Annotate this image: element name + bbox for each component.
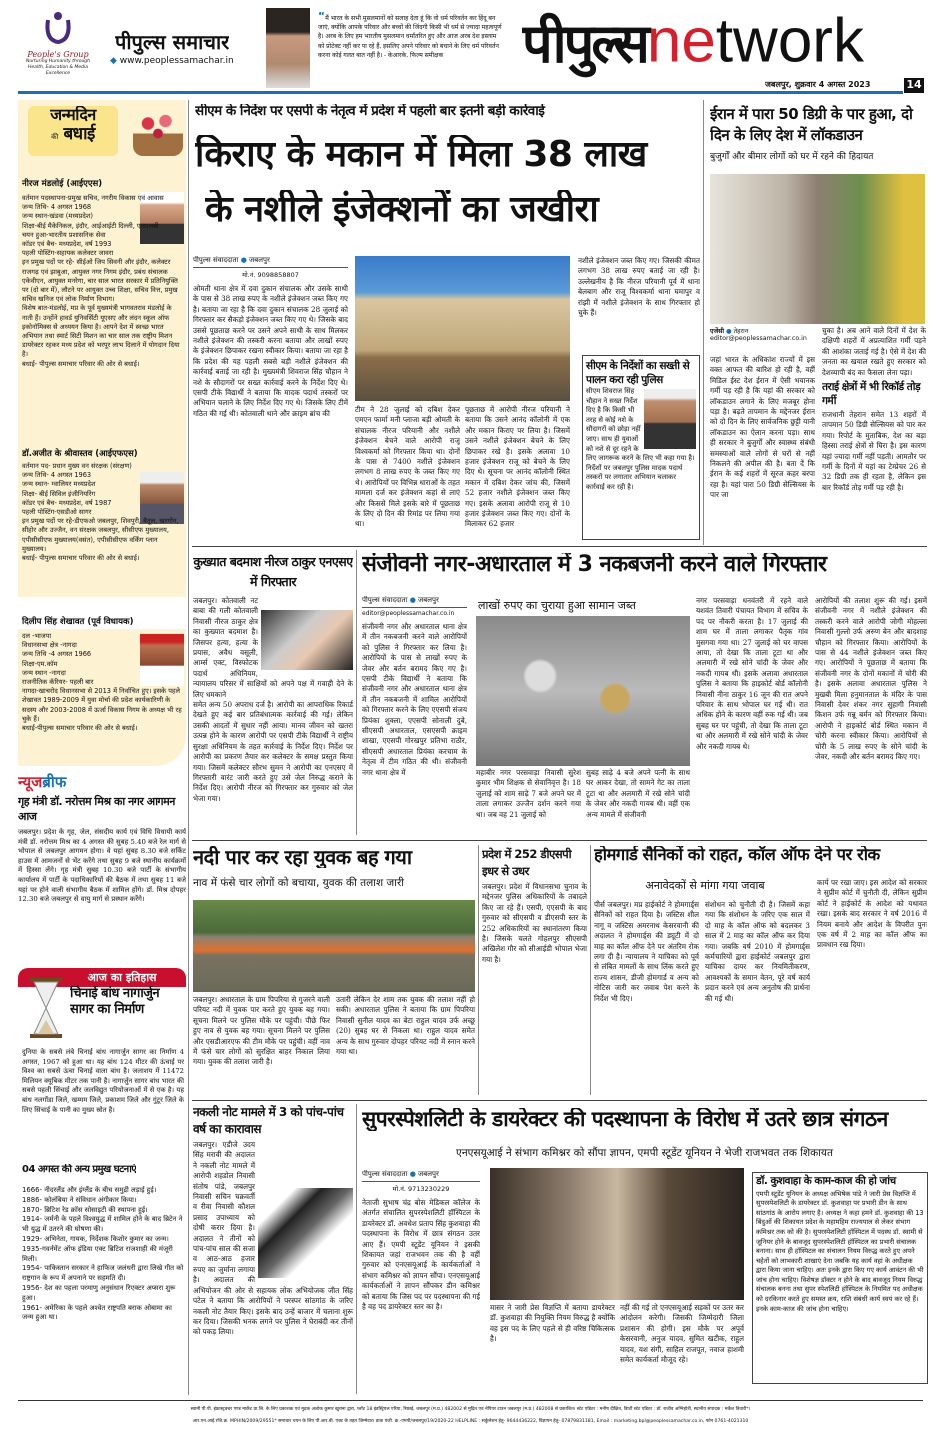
iran-subhead: बुजुर्गों और बीमार लोगों को घर में रहने की हिदायत — [710, 152, 874, 162]
sanjeevni-subhead: लाखों रुपए का चुराया हुआ सामान जब्त — [478, 599, 636, 612]
river-col-1: जबलपुर। अधारताल के ग्राम पिपरिया से गुजरने वाली परियट नदी में युवक पार करते हुए युवक बह गया। सूचना मिलने पर पुलिस मौके पर पहुंची। पीछे फिर हुए नाव से युवक बह गया। सूचना मिलने पर पुलिस और एसडीआरएफ की टीम मौके पर पहुंची। वहीं नाव में फंसे चार लोगों को सुरक्षित बाहर निकाल लिया गया। युवक की तलाश जारी है। — [193, 995, 330, 1067]
history-event: 1914- जर्मनी के पहले विश्वयुद्ध में शामिल होने के बाद ब्रिटेन ने भी युद्ध में उतरने की घोषणा की। — [22, 1215, 183, 1234]
neeraj-story: जबलपुर। कोतवाली नट बाबा की गली कोतवाली निवासी नीरज ठाकुर क्षेत्र का कुख्यात बदमाश है। जिसपर हत्या, हत्या के प्रयास, अवैध वसूली, आर्म्स एक्ट, विस्फोटक पदार्थ अधिनियम, न्यायालय परिसर में साक्षियों को अपने पक्ष में गवाही देने के लिए धमकाने समेत अन्य 50 अपराध दर्ज है। आरोपी का आपराधिक रिकार्ड देखते हुए कई बार प्रतिबंधात्मक कार्रवाई की गई। लेकिन उसकी आदतों में सुधार नहीं आया। मानव जीवन को खतरा उत्पन्न होने के कारण आरोपी पर एसपी टीके विद्यार्थी ने राष्ट्रीय सुरक्षा अधिनियम के तहत कार्रवाई के निर्देश दिए। निर्देश पर आरोपी का प्रकरण तैयार कर कलेक्टर के समक्ष प्रस्तुत किया गया। जिसमें कलेक्टर सौरभ सुमन ने आरोपी का एनएसए में गिरफ्तारी वारंट जारी करते हुए उसे जेल निरुद्ध कराने के निर्देश दिए। आरोपी नीरज को गिरफ्तार कर गुरुवार को जेल भेजा गया। — [193, 596, 353, 803]
dsp-headline: प्रदेश में 252 डीएसपी इधर से उधर — [482, 847, 572, 878]
person-details: दल -भाजपा विधानसभा क्षेत्र -नागदा जन्म तिथि -4 अगस्त 1966 शिक्षा-एम.कॉम जन्म स्थान -नागदा राजनीतिक कॅरियर- पहली बार नागदा-खाचरोद विधानसभा से 2013 में निर्वाचित हुए। इसके पहले शेखावत 1989-2009 में युवा मोर्चा की प्रदेश कार्यकारिणी के सदस्य और 2003-2008 में ऊर्जा विकास निगम के अध्यक्ष भी रह चुके हैं। बधाई-पीपुल्स समाचार परिवार की ओर से बधाई। — [22, 632, 182, 733]
history-headline: चिनाई बांध नागार्जुन सागर का निर्माण — [70, 986, 160, 1017]
history-section — [18, 968, 186, 1393]
sanjeevni-col-5: आरोपियों की तलाश शुरू की गई। इसमें संजीवनी नगर में नशीले इंजेक्शन की तस्करी करने वाले आरोपी जोगी मोहल्ला निवासी गुल्लो उर्फ अरुण बेन और बादशाह चौहान को गिरफ्तार किया। आरोपियों के पास से 44 नशीले इंजेक्शन जब्त किए गए। आरोपियों ने पूछताछ में बताया कि संजीवनी नगर के दोनों मकानों में चोरी की है। इसके अलावा अधारताल पुलिस ने मुखबी मिला हनुमानताल के मंदिर के पास निवासी देवर शंकर नगर सुहागी निवासी किशन उर्फ गन्नू बर्मन को गिरफ्तार किया। आरोपी ने हाइकोर्ट बोर्ड स्थित मकान में चोरी करना स्वीकार किया। आरोपियों से चोरी के 5 लाख रुपए के सोने चांदी के जेवर, नकदी और बर्तन बरामद किए गए। — [815, 596, 927, 762]
history-event: 1935-गवर्नमेंट ऑफ इंडिया एक्ट ब्रिटिश राजशाही की मंजूरी मिली। — [22, 1244, 173, 1263]
homeguard-col-3: कार्य पर रखा जाए। इस आदेश को सरकार ने सुप्रीम कोर्ट में चुनौती दी, लेकिन सुप्रीम कोर्ट ने हाईकोर्ट के आदेश को यथावत रखा। इसके बाद सरकार ने वर्ष 2016 में नियम बनाये और आदेश के विपरीत पुनः एक वर्ष में 2 माह का कॉल ऑफ का प्रावधान रख दिया। — [817, 878, 927, 950]
superspeciality-headline: सुपरस्पेशलिटी के डायरेक्टर की पदस्थापना के विरोध में उतरे छात्र संगठन — [362, 1108, 888, 1131]
lead-headline-2: के नशीले इंजेक्शनों का जखीरा — [205, 190, 599, 230]
person-name: नीरज मंडलोई (आईएएस) — [22, 179, 103, 189]
sanjeevni-col-2: महाबीर नगर परसवाड़ा निवासी सुरेश कुमार भीम शिक्षक से सेवानिवृत्त है। 18 जुलाई को शाम साढ़े 7 बजे अपने घर में ताला लगाकर उज्जैन दर्शन करने गया था। जब वह 21 जुलाई को — [476, 768, 581, 819]
river-col-2: उतारी लेकिन देर शाम तक युवक की तलाश नहीं हो सकी। अधारताल पुलिस ने बताया कि ग्राम पिपरिया निवासी सुनील यादव का बेटा राहुल यादव उर्फ अच्छू (20) सुबह घर से निकला था। राहुल यादव समेत अन्य के साथ गुरुवार दोपहर परियट नदी में स्नान करने गया था। — [336, 995, 475, 1057]
column-divider — [703, 100, 704, 545]
birthday-section — [18, 100, 186, 597]
row-rule — [192, 840, 927, 841]
sanjeevni-col-3: सुबह साढ़े 4 बजे अपने पत्नी के साथ घर आकर देखा, तो सामने गेट का ताला टूटा था और अलमारी में रखे सोने चांदी के जेवर और नकदी गायब थी। वहीं एक अन्य मामले में संजीवनी — [586, 768, 690, 819]
hourglass-icon — [28, 978, 64, 1038]
iran-headline: ईरान में पारा 50 डिग्री के पार हुआ, दो दिन के लिए देश में लॉकडाउन — [710, 105, 913, 144]
history-label: आज का इतिहास — [18, 968, 186, 987]
river-rescue-photo — [193, 900, 475, 992]
police-press-conference-photo — [355, 256, 570, 401]
column-divider — [356, 550, 357, 835]
river-subhead: नाव में फंसे चार लोगों को बचाया, युवक की तलाश जारी — [193, 877, 404, 889]
column-divider — [590, 845, 591, 1095]
cm-photo — [644, 389, 696, 449]
history-event: 1961- अमेरिका के पहले अश्वेत राष्ट्रपति बराक ओबामा का जन्म हुआ था। — [22, 1303, 172, 1322]
column-divider — [356, 1104, 357, 1394]
history-event: 1870- ब्रिटिश रेड क्रॉस सोसाइटी की स्थापना हुई। — [22, 1205, 148, 1214]
history-event: 1929- अभिनेता, गायक, निर्देशक किशोर कुमार का जन्म। — [22, 1234, 169, 1243]
quote-author-photo — [266, 8, 310, 88]
sanjeevni-col-4: नगर परसवाड़ा धनवंतरी में रहने वाले यशवंत तिवारी पंचायत विभाग में सचिव के पद पर नौकरी करता है। 17 जुलाई की शाम घर में ताला लगाकर पैतृक गांव मुसगवा गया था। 27 जुलाई को घर वापस आया, तो देखा कि ताला टूटा था और अलमारी में रखे सोने चांदी के जेवर और नकदी गायब थी। इसके अलावा अधारताल पुलिस ने बताया कि हाइकोर्ट बोर्ड कॉलोनी निवासी नीना ठाकुर 16 जून की रात अपने परिवार के साथ भोपाल घर गई थी। रात अधिक होने के कारण वहीं रुक गई थी। जब सुबह घर पर पहुंची, तो देखा कि ताला टूटा था और अलमारी में रखे सोने चांदी के जेवर और नकदी गायब थे। — [696, 596, 808, 751]
imprint-line-1: स्वामी पी.पी. इंफ्रास्ट्रक्चर एण्ड मार्केट प्रा.लि. के लिए प्रकाशक एवं मुद्रक अशोक कुमार खुराना द्वारा, प्लॉट 18 इंडस्ट्रियल एरिया, रिछाई, जबलपुर (म.प्र.) 482002 से मुद्रित एवं नेपियर टाउन जबलपुर (म.प्र.) 482008 से प्रकाशित। स्टेट एडिटर : मनीष दीक्षित, डिप्टी स्टेट एडिटर : डॉ. राजीव अग्निहोत्री, स्थानीय संपादक : मर्केश तिवारी*। — [190, 1407, 751, 1412]
sanjeevni-headline: संजीवनी नगर-अधारताल में 3 नकबजनी करने वाले गिरफ्तार — [362, 553, 827, 577]
iran-byline: एजेंसी ● तेहरान editor@peoplessamachar.co.in — [710, 328, 807, 342]
homeguard-subhead: अनावेदकों से मांगा गया जवाब — [645, 879, 765, 892]
history-events — [22, 1186, 184, 1323]
news-brief-headline: गृह मंत्री डॉ. नरोत्तम मिश्र का नगर आगमन आज — [18, 795, 175, 823]
iran-col-2: चुका है। अब आने वाले दिनों में देश के दक्षिणी शहरों में अप्रत्याशित गर्मी पड़ने की आशंका जताई गई है। ऐसे में देश की जनता का खयाल रखते हुए सरकार को देशव्यापी बंद का फैसला लेना पड़ा। तराई क्षेत्रों में भी रिकॉर्ड तोड़ गर्मी राजधानी तेहरान समेत 13 शहरों में तापमान 50 डिग्री सेल्सियस को पार कर गया। रिपोर्ट के मुताबिक, देश का बड़ा हिस्सा तराई क्षेत्रों से घिरा है। इस कारण यहां ज्यादा गर्मी नहीं पड़ती। आमतौर पर गर्मी के दिनों में यहां का टेम्प्रेचर 26 से 32 डिग्री तक ही रहता है, लेकिन इस बार रिकॉर्ड तोड़ गर्मी पड़ रही है। — [822, 326, 926, 492]
seized-jewellery-photo — [476, 616, 690, 766]
birthday-title: जन्मदिन की बधाई — [28, 106, 118, 156]
peoples-group-emblem-icon — [43, 10, 73, 46]
handcuffs-photo — [261, 610, 353, 670]
footer-rule — [18, 1400, 923, 1401]
history-body: दुनिया के सबसे लंबे चिनाई बांध नागार्जुन सागर का निर्माण 4 अगस्त, 1967 को हुआ था। यह बांध 124 मीटर की ऊंचाई पर विश्व का सबसे ऊंचा चिनाई वाला बांध है। जलाशय में 11472 मिलियन क्यूबिक मीटर तक पानी है। नागार्जुन सागर बांध भारत की सबसे पहली सिंचाई और जलविद्युत परियोजनाओं में से एक है। यह बांध नलगोंडा जिले, खम्मम जिले, प्रकाशम जिले और गुंटूर जिले के लिए सिंचाई के पानी का मुख्य स्रोत है। — [22, 1048, 184, 1114]
history-events-title: 04 अगस्त की अन्य प्रमुख घटनाएं — [22, 1164, 137, 1175]
lead-col-1: ओमती थाना क्षेत्र में दवा दुकान संचालक और उसके साथी के पास से 38 लाख रुपए के नशीले इंजेक्शन जब्त किए गए है। बताया जा रहा है कि दवा दुकान संचालक 28 जुलाई को गिरफ्तार कर सैकड़ो इंजेक्शन जब्त किए गए थे। जिसके बाद उससे पूछताछ करने पर उसने अपने साथी के साथ मिलकर नशीले इंजेक्शन की तस्करी करना बताया और लाखों रुपए के इंजेक्शन छिपाकर रखना स्वीकार किया। बताया जा रहा है कि प्रदेश की यह पहली सबसे बड़ी नशीले इंजेक्शन की कार्रवाई बताई जा रही है। मुख्यमंत्री शिवराज सिंह चौहान ने नशे के सौदागरों पर सख्त कार्रवाई करने के निर्देश दिए थे। एसपी टीके विद्यार्थी ने बताया कि मादक पदार्थ तस्करों पर अभियान चलाने के लिए निर्देश दिए गए थे। जिसके लिए टीमें गठित की गई थी। कोतवाली थाने और क्राइम ब्रांच की — [193, 284, 348, 418]
superspeciality-col-3: नहीं की गई तो एनएसयूआई सड़कों पर उतर कर आंदोलन करेगी। जिसकी जिम्मेदारी जिला प्रशासन की होगी। इस मौके पर अपूर्व केसरवानी, अनुज यादव, सुमित खटीक, राहुल यादव, यश संगी, साहिल राजपूत, नवाज हाशमी समेत कार्यकर्ता मौजूद रहे। — [620, 1303, 744, 1365]
neeraj-headline: कुख्यात बदमाश नीरज ठाकुर एनएसए में गिरफ्तार — [193, 554, 353, 589]
news-brief — [18, 772, 186, 962]
person-name: डॉ.अजीत के श्रीवास्तव (आईएफएस) — [22, 449, 138, 459]
history-event: 1954- पाकिस्तान सरकार ने हाफिज जलंधरी द्वारा लिखे गीत को राष्ट्रगान के रूप में अपनाने पर सहमति दी। — [22, 1264, 184, 1283]
masthead-rule — [18, 91, 903, 94]
sanjeevni-byline: पीपुल्स संवाददाता ● जबलपुर editor@peoplessamachar.co.in — [362, 596, 467, 617]
person-details: वर्तमान पद- प्रधान मुख्य वन संरक्षक (संरक्षण) जन्म तिथि- 4 अगस्त 1963 जन्म स्थान- ग्वालियर मध्यप्रदेश शिक्षा- बीई सिविल इंजीनियरिंग कॉडर एवं बैच- मध्यप्रदेश, वर्ष 1987 पहली पोस्टिंग-एसडीओ सागर इन प्रमुख पदों पर रहे-डीएफओ जबलपुर, शिवपुरी, बैतूल, खरगोन, सीहोर और उज्जैन, वन संरक्षक जबलपुर, सीसीएफ मुख्यालय, एपीसीसीएफ मुख्यालय(वसंत), एपीसीसीएफ वर्किंग प्लान मुख्यालय। बधाई- पीपुल्स समाचार परिवार की ओर से बधाई। — [22, 462, 179, 563]
fake-note-headline: नकली नोट मामले में 3 को पांच-पांच वर्ष का कारावास — [193, 1105, 344, 1136]
sanjeevni-col-1: संजीवनी नगर और अधारताल थाना क्षेत्र में तीन नकबजनी करने वाले आरोपियों को पुलिस ने गिरफ्तार कर लिया है। आरोपियों के पास से लाखों रुपए के जेवर और बर्तन बरामद किए गए है। एसपी टीके विद्यार्थी ने बताया कि संजीवनी नगर और अधारताल थाना क्षेत्र में तीन नकबजनी में शामिल आरोपियों को गिरफ्तार करने के लिए एएसपी संजय प्रियंका शुक्ला, एएसपी सोनाली दुबे, सीएसपी अधारताल, एसएसपी क्राइम शाखा, एएसपी गोरखपुर प्रतिभा राठौर, सीएसपी अधारताल प्रियंका करचाम के नेतृत्व में टीम गठित की थी। संजीवनी नगर थाना क्षेत्र में — [362, 622, 467, 777]
cm-directive-box: सीएम के निर्देशों का सख्ती से पालन करा रही पुलिस सीएम शिवराज सिंह चौहान ने सख्त निर्देश दिए है कि किसी भी तरह से कोई नशे के सौदागरों को छोड़ा नहीं जाए। साथ ही युवाओं को नशे से दूर रहने के लिए जागरूक करने के लिए भी कहा गया है। निर्देशों पर जबलपुर पुलिस मादक पदार्थ तस्करों पर लगातार अभियान चलाकर कार्रवाई कर रही है। — [582, 355, 700, 540]
lead-col-4: नशीले इंजेक्शन जब्त किए गए। जिसकी कीमत लगभग 38 लाख रुपए बताई जा रही है। उल्लेखनीय है कि नीरज परियानी पूर्व में थाना बेलबाग और राजू विश्वकर्मा थाना घमापुर व रांझी में नशीले इंजेक्शन के साथ गिरफ्तार हो चुके हैं। — [578, 256, 700, 318]
row-rule — [192, 546, 927, 547]
peoples-group-logo: People's Group Nurturing Humanity through Health, Education & Media Excellence — [18, 10, 98, 90]
website-link[interactable]: ◆ www.peoplessamachar.in — [110, 56, 234, 66]
page-number: 14 — [904, 78, 924, 93]
nsui-memorandum-photo — [490, 1168, 744, 1300]
iran-col-1: जहां भारत के अधिकांश राज्यों में इस वक्त आफत की बारिश हो रही है, वहीं मिडिल ईस्ट देश ईरान में ऐसी भयानक गर्मी पड़ रही है कि यहां की सरकार को लॉकडाउन लगाने के लिए मजबूर होना पड़ा है। बढ़ते तापमान के मद्देनजर ईरान को दो दिन के लिए सार्वजनिक छुट्टी यानी लॉकडाउन का ऐलान करना पड़ा। साथ ही सरकार ने बुजुर्गों और स्वास्थ्य संबंधी समस्याओं वाले लोगों से घरों से नहीं निकलने की अपील की है। बता दें कि ईरान के कई शहरों में सूरज कहर बरपा रहा है। यहां पारा 50 डिग्री सेल्सियस के पार जा — [710, 355, 815, 500]
column-divider — [188, 100, 189, 1395]
history-event: 1956- देश का पहला परमाणु अनुसंधान रिएक्टर अप्सरा शुरू हुआ। — [22, 1283, 176, 1302]
river-headline: नदी पार कर रहा युवक बह गया — [193, 846, 412, 868]
gavel-photo — [258, 1188, 353, 1278]
quote-text: “मैं भारत के सभी मुसलमानों को सलाह देता हूं कि वो धर्म परिवर्तन कर हिंदू बन जाएं, क्योंकि आपके परिवार और बच्चों की जिंदगी किसी भी धर्म से ज्यादा महत्वपूर्ण है। अरब के लिए हम भारतीय मुसलमान धर्मांतरित हुए और आज अरब देश इस्लाम को प्रोटेक्ट नहीं कर पा रहे हैं, इसलिए अपने परिवार को बचाने के लिए धर्म परिवर्तन करना कोई गलत बात नहीं है। - केआरके, फिल्म समीक्षक — [318, 12, 502, 59]
history-event: 1886- कोलंबिया ने संविधान अंगीकार किया। — [22, 1195, 137, 1204]
dateline: जबलपुर, शुक्रवार 4 अगस्त 2023 — [765, 80, 871, 89]
row-rule — [192, 1100, 927, 1101]
imprint-line-2: आर.एन.आई.रजि.क्र. MPHIN/2009/29551* समाचार चयन के लिए पी.आर.बी. एक्ट के तहत जिम्मेदार। डाक पंजी. क्र.-एमपी/जबलपुर/19/2020-22 HELPLINE : सर्कुलेशन हेतु- 9644436222, विज्ञापन हेतु- 07879831181, Email : marketing.bpl@peoplessamachar.co.in, फोन 0761-4021310 — [192, 1419, 749, 1424]
fake-note-story: जबलपुर। एडीजे उदय सिंह मरावी की अदालत ने नकली नोट मामले में आरोपी शहडोल निवासी संतोष पांडे, जबलपुर निवासी सचिन चक्रवर्ती व रीवा निवासी कौशल प्रसाद उपाध्याय को दोषी करार दिया है। अदालत ने तीनों को पांच-पांच साल की सजा व आठ-आठ हजार रुपए का जुर्माना लगाया है। अदालत की अभियोजन की ओर से सहायक लोक अभियोजक जीत सिंह पटेल ने बताया कि आरोपियों ने परस्पर सांठगांठ के जरिए नकली नोट तैयार किए। इसके बाद उन्हें बाजार में चलाना शुरू कर दिया। जिसकी भनक लगने पर पुलिस ने घेराबंदी कर तीनों को पकड़ लिया। — [193, 1140, 353, 1337]
superspeciality-col-1: नेताजी सुभाष चंद्र बोस मेडिकल कॉलेज के अंतर्गत संचालित सुपरस्पेशलिटी हॉस्पिटल के डायरेक्टर डॉ. अवधेश प्रताप सिंह कुशवाहा की पदस्थापना के विरोध में छात्र संगठन उतर आए हैं। एमपी स्टूडेंट यूनियन ने इसकी शिकायत जहां राजभवन तक की है वहीं गुरुवार को एनएसयूआई के कार्यकर्ताओं ने संभाग कमिश्नर को ज्ञापन सौंपा। एनएसयूआई कार्यकर्ताओं ने ज्ञापन सौंपकर डीन कमिश्नर को बताया कि जिस पद पर पदस्थापना की गई है वह पद डायरेक्टर स्तर का है। — [362, 1198, 480, 1312]
lead-byline: पीपुल्स संवाददाता ● जबलपुर मो.नं. 9098858807 — [193, 256, 348, 279]
lead-kicker: सीएम के निर्देश पर एसपी के नेतृत्व में प्रदेश में पहली बार इतनी बड़ी कार्रवाई — [195, 104, 545, 119]
birthday-section-2 — [18, 614, 186, 766]
dsp-body: जबलपुर। प्रदेश में विधानसभा चुनाव के मद्देनजर पुलिस अधिकारियों के तबादले किए जा रहे हैं। एसपी, एएसपी के बाद गुरुवार को सीएसपी व डीएसपी स्तर के 252 अधिकारियों का स्थानांतरण किया है। जिसके चलते गोहलपुर सीएसपी अखिलेश गौर को सीआईडी भोपाल भेजा गया है। — [482, 882, 587, 964]
iran-subheading: तराई क्षेत्रों में भी रिकॉर्ड तोड़ गर्मी — [822, 381, 921, 408]
lead-col-3: पूछताछ में आरोपी नीरज परियानी ने बताया कि उसने आनंद कॉलोनी में एक और मकान किराए पर लिया है। जिसमें उसने नशीले इंजेक्शन बेचने के लिए छिपाकर रखे है। इसके अलावा 10 हजार इंजेक्शन राजू को बेचने के लिए दिए थे। सूचना पर आनंद कॉलोनी स्थित मकान में दबिश देकर जांच की, जिसमें 52 हजार नशीले इंजेक्शन जब्त किए गए। इसके अलावा आरोपी राजू से 10 हजार इंजेक्शन जब्त किए गए। दोनों के मिलाकर 62 हजार — [465, 405, 570, 529]
kushwaha-probe-box: डॉ. कुशवाहा के काम-काज की हो जांच एमपी स्टूडेंट यूनियन के अध्यक्ष अभिषेक पांडे ने जारी प्रेस विज्ञप्ति में सुपरस्पेशलिटी के डायरेक्टर डॉ. कुशवाहा पर प्रभारी डीन के साथ सांठगांठ के आरोप लगाए है। अध्यक्ष ने कहा हमने डॉ. कुशवाहा की 13 बिंदुओं की शिकायत प्रदेश के महामहिम राज्यपाल से लेकर संभाग कमिश्नर तक को की है। सुपरस्पेशलिटी हॉस्पिटल में पदस्थ डॉ. स्वामी से जूनियर होने के बावजूद सुपरस्पेशलिटी हॉस्पिटल का प्रभारी संचालक बनाना। साथ ही हॉस्पिटल का संचालन नियम विरुद्ध करते हुए अपने चहेतों को लाभकारी शाखाएं देना जबकि यह कार्य वहां के अधीक्षक द्वारा किया जाना चाहिए। अतः इनके द्वारा किए गए कार्य आवंटन की भी जांच होना चाहिए। विशेषज्ञ डॉक्टर न होने के बाद बावजूद नियम विरुद्ध संचालक बनना तथा सुपर स्पेशलिटी हॉस्पिटल के नियमित पद अधीक्षक को दरकिनार करते हुए समस्त क्रय, राशि संबंधी कार्य स्वयं कर रहे हैं। इनके काम-काज की जांच होना चाहिए। — [752, 1172, 928, 1384]
news-brief-label: न्यूजब्रीफ — [18, 773, 67, 791]
masthead — [0, 0, 945, 95]
homeguard-col-1: पीर्स जबलपुर। मप्र हाईकोर्ट ने होमगार्ड्स सैनिकों को राहत दिया है। जस्टिस शील नागू व जस्टिस अमरनाथ केसरवानी की अदालत ने होमगार्ड्स की ड्यूटी में दो माह का कॉल ऑफ देने पर अंतरिम रोक लगा दी है। न्यायालय ने याचिका को पूर्व से लंबित मामलों के साथ लिंक करते हुए राज्य शासन, डीजी होमगार्ड व अन्य को नोटिस जारी कर जवाब पेश करने के निर्देश भी दिए। — [594, 900, 699, 1003]
lead-headline-1: किराए के मकान में मिला 38 लाख — [195, 135, 647, 175]
lead-col-2: टीम ने 28 जुलाई को दबिश देकर एमएन फार्मा मनी प्लाजा बड़ी ओमती के संचालक नीरज परियानी और नशीले इंजेक्शन बेचने वाले आरोपी राजू विश्वकर्मा को गिरफ्तार किया था। दोनों के पास से 7400 नशीले इंजेक्शन लगभग 8 लाख रुपए के जब्त किए गए थे। आरोपियों पर विभिन्न धाराओं के तहत मामला दर्ज कर इंजेक्शन कहां से लाएं और किससे मिले इसके बारे में पूछताछ के लिए दो दिन की रिमांड पर लिया गया था। — [355, 405, 460, 529]
superspeciality-subhead: एनएसयूआई ने संभाग कमिश्नर को सौंपा ज्ञापन, एमपी स्टूडेंट यूनियन ने भेजी राजभवत तक शिकायत — [456, 1147, 833, 1159]
heatwave-photo — [710, 174, 925, 324]
paper-name: पीपुल्स समाचार — [115, 30, 230, 54]
superspeciality-byline: पीपुल्स संवाददाता ● जबलपुर मो.नं. 9713230229 — [362, 1170, 480, 1193]
person-name: दिलीप सिंह शेखावत (पूर्व विधायक) — [18, 614, 186, 629]
homeguard-headline: होमगार्ड सैनिकों को राहत, कॉल ऑफ देने पर रोक — [594, 846, 880, 864]
history-event: 1666- नीदरलैंड और इंग्लैंड के बीच समुद्री लड़ाई हुई। — [22, 1186, 157, 1194]
superspeciality-col-2: मासर ने जारी प्रेस विज्ञप्ति में बताया डायरेक्टर डॉ. कुशवाहा की नियुक्ति नियम विरुद्ध है क्योंकि वह इस पद के लिए पहले से ही वरिष्ठ चिकित्सक है। — [490, 1303, 615, 1344]
person-details: वर्तमान पदस्थापना-प्रमुख सचिव, नगरीय विकास एवं आवास जन्म तिथि- 4 अगस्त 1968 जन्म स्थान-खंडवा (मध्यप्रदेश) शिक्षा-बीई मैकेनिकल, इंदौर, आईआईटी दिल्ली, एलएलबी चयन हुआ-भारतीय प्रशासनिक सेवा कॉडर एवं बैच- मध्यप्रदेश, वर्ष 1993 पहली पोस्टिंग-सहायक कलेक्टर जावरा इन प्रमुख पदों पर रहे- सीईओ जिप सिवनी और इंदौर, कलेक्टर राजगढ़ एवं झाबुआ, आयुक्त नगर निगम इंदौर, प्रबंध संचालक एकेवीएन, आयुक्त मनरेगा, चार साल भारत सरकार में प्रतिनियुक्ति पर (दो बार में), लौटने पर आयुक्त उच्च शिक्षा, सचिव वित्त, प्रमुख सचिव खनिज एवं लोक निर्माण विभाग। विशेष बात-मंडलोई, मप्र के पूर्व मुख्यमंत्री भागवतराव मंडलोई के नाती हैं। उन्होंने हावर्ड युनिवर्सिटी यूएसए और लंदन स्कूल ऑफ इकोनॉमिक्स से अध्ययन किया है। आपने देश में स्वच्छ भारत अभियान तथा स्मार्ट सिटी मिशन का चार साल तक राष्ट्रीय मिशन डायरेक्टर रहकर मध्य प्रदेश को भरपूर लाभ दिलाने में योगदान दिया है। बधाई- पीपुल्स समाचार परिवार की ओर से बधाई। — [22, 194, 180, 368]
flower-basket-image — [133, 106, 183, 156]
section-logo: पीपुल्सnetwork — [522, 6, 864, 76]
homeguard-col-2: संशोधन को चुनौती दी है। जिसमें कहा गया कि संशोधन के जरिए एक साल में दो माह के कॉल ऑफ को बदलकर 3 साल में 2 माह का कॉल ऑफ कर दिया गया। जबकि वर्ष 2010 में होमगार्ड्स कर्मचारियों द्वारा हाईकोर्ट जबलपुर द्वारा याचिका दायर कर नियमितीकरण, आवश्यकों के समान वेतन, पूरे वर्ष कार्य प्रदान करने एवं अन्य अनुतोष की प्रार्थना की गई थी। — [705, 900, 810, 1003]
news-brief-body: जबलपुर। प्रदेश के गृह, जेल, संसदीय कार्य एवं विधि विधायी कार्य मंत्री डॉ. नरोत्तम मिश्र का 4 अगस्त की सुबह 5.40 बजे रेल मार्ग से भोपाल से जबलपुर आगमन होगा। वे यहां सुबह 8.30 बजे सर्किट हाउस में आमजनों से भेंट करेंगे तथा सुबह 9 बजे स्थानीय कार्यक्रमों में हिस्सा लेंगे। गृह मंत्री सुबह 10.30 बजे पार्टी के संभागीय कार्यालय में पार्टी के पदाधिकारियों की बैठक में तथा सुबह 11 बजे यहां पर होने वाली संभागीय बैठक में शामिल होंगे। डॉ. मिश्र दोपहर 12.30 बजे जबलपुर से वायु मार्ग से प्रस्थान करेंगे। — [18, 828, 186, 904]
column-divider — [478, 845, 479, 1095]
